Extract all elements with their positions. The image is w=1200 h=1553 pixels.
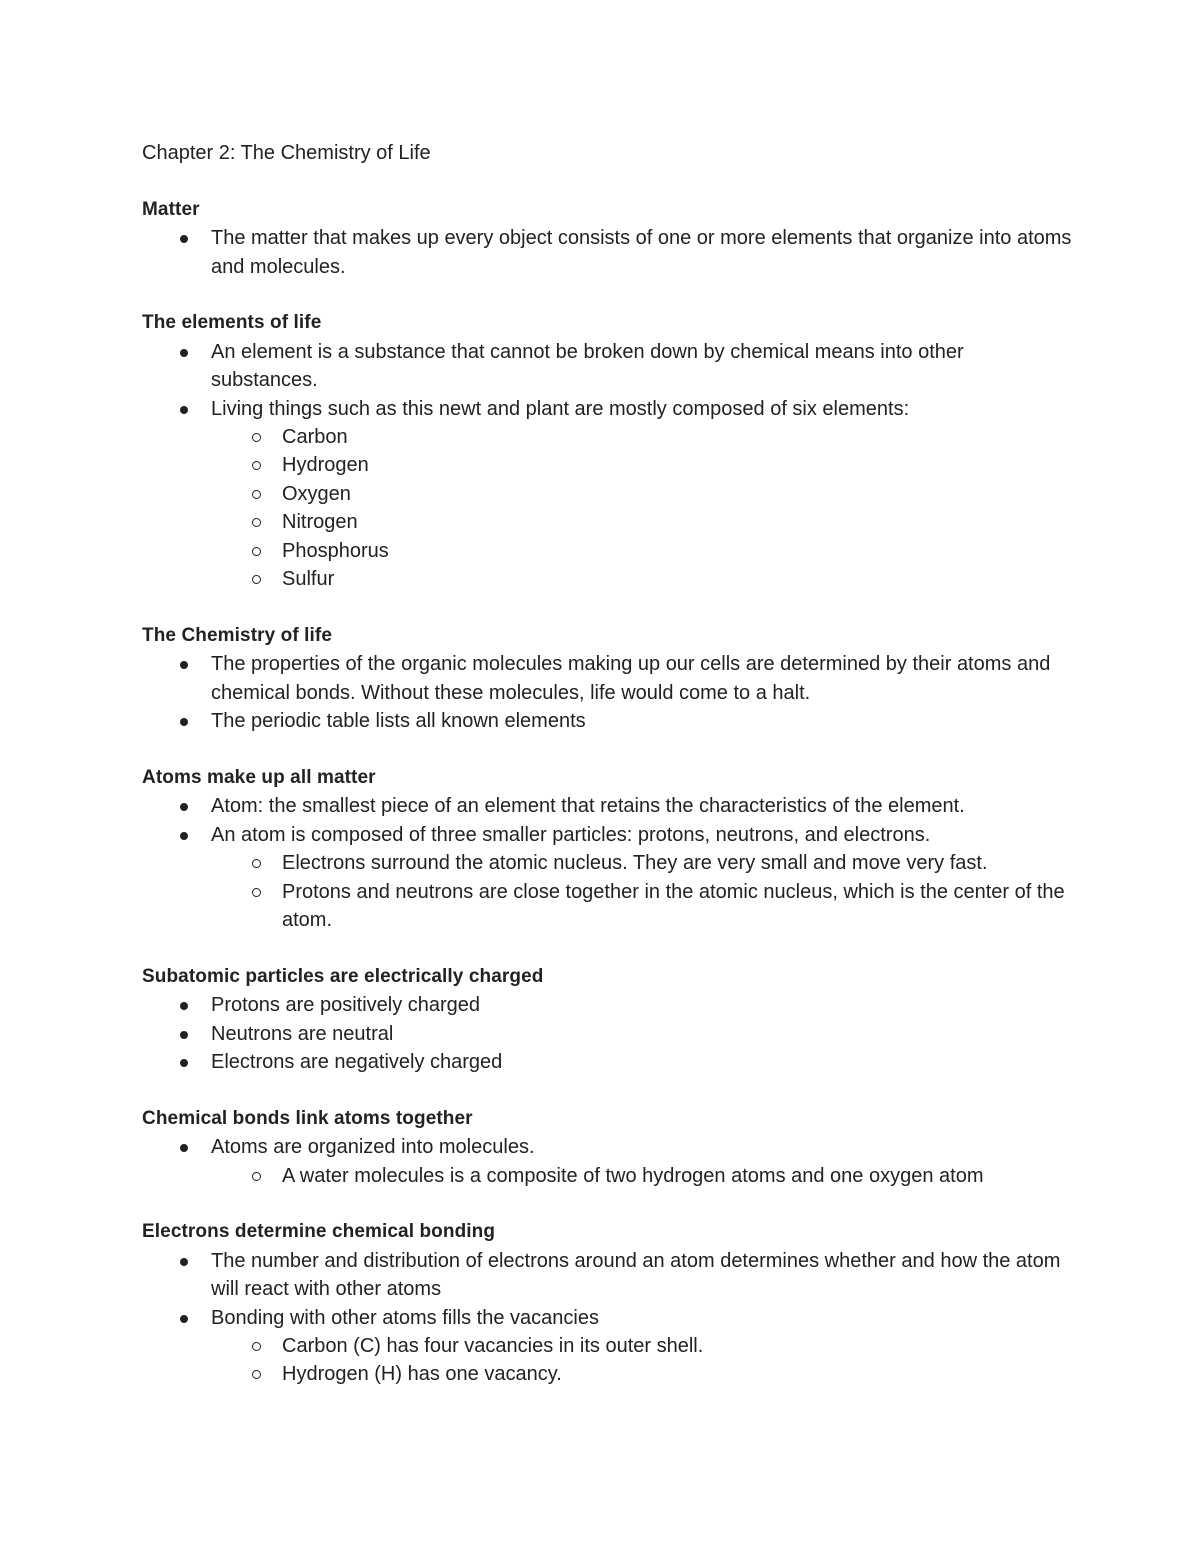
document-body (142, 139, 1072, 1389)
bullet-text: Atoms are organized into molecules. (211, 1136, 535, 1159)
bullet-list (142, 650, 1072, 735)
bullet-item (142, 1247, 1072, 1304)
bullet-item (142, 1304, 1072, 1389)
section-heading: Matter (142, 198, 200, 220)
sub-bullet-item: Carbon (213, 423, 1072, 451)
bullet-list (142, 991, 1072, 1076)
sub-bullet-item: A water molecules is a composite of two hydrogen atoms and one oxygen atom (213, 1162, 1072, 1190)
bullet-text: The properties of the organic molecules making up our cells are determined by their atoms and chemical bonds. Without these molecules, life would come to a halt. (211, 653, 1051, 704)
bullet-list (142, 792, 1072, 934)
bullet-item (142, 1133, 1072, 1190)
bullet-item (142, 707, 1072, 735)
section (142, 196, 1072, 281)
bullet-item (142, 224, 1072, 281)
bullet-text: Protons are positively charged (211, 994, 481, 1017)
section-heading: Atoms make up all matter (142, 766, 376, 788)
section (142, 764, 1072, 934)
bullet-item (142, 650, 1072, 707)
sections-container (142, 196, 1072, 1389)
bullet-text: An atom is composed of three smaller particles: protons, neutrons, and electrons. (211, 823, 931, 846)
bullet-text: Electrons are negatively charged (211, 1050, 503, 1073)
section-heading: Electrons determine chemical bonding (142, 1221, 496, 1243)
section (142, 309, 1072, 593)
bullet-text: An element is a substance that cannot be broken down by chemical means into other substances. (211, 340, 964, 392)
bullet-item (142, 1048, 1072, 1076)
sub-bullet-item: Electrons surround the atomic nucleus. They are very small and move very fast. (213, 849, 1072, 877)
section (142, 1218, 1072, 1388)
sub-bullet-list (282, 423, 1072, 593)
sub-bullet-list (282, 1332, 1072, 1389)
sub-bullet-item: Phosphorus (213, 537, 1072, 565)
sub-bullet-item: Protons and neutrons are close together in the atomic nucleus, which is the center of the atom. (213, 878, 1072, 935)
bullet-item (142, 1020, 1072, 1048)
bullet-item (142, 338, 1072, 395)
section (142, 622, 1072, 736)
sub-bullet-list (282, 849, 1072, 934)
bullet-list (142, 338, 1072, 594)
section (142, 1105, 1072, 1190)
sub-bullet-item: Oxygen (213, 480, 1072, 508)
section-heading: The elements of life (142, 312, 322, 334)
bullet-list (142, 1247, 1072, 1389)
bullet-text: Neutrons are neutral (211, 1022, 394, 1045)
bullet-item (142, 821, 1072, 935)
sub-bullet-item: Hydrogen (213, 451, 1072, 479)
bullet-item (142, 395, 1072, 594)
sub-bullet-item: Sulfur (213, 565, 1072, 593)
section (142, 963, 1072, 1077)
section-heading: Chemical bonds link atoms together (142, 1107, 473, 1129)
sub-bullet-item: Hydrogen (H) has one vacancy. (213, 1360, 1072, 1388)
bullet-list (142, 1133, 1072, 1190)
bullet-list (142, 224, 1072, 281)
bullet-text: Bonding with other atoms fills the vacancies (211, 1306, 599, 1329)
section-heading: The Chemistry of life (142, 624, 333, 646)
bullet-text: Living things such as this newt and plant are mostly composed of six elements: (211, 397, 910, 420)
sub-bullet-item: Nitrogen (213, 508, 1072, 536)
bullet-text: The number and distribution of electrons around an atom determines whether and how the atom will react with other atoms (211, 1249, 1061, 1301)
sub-bullet-item: Carbon (C) has four vacancies in its outer shell. (213, 1332, 1072, 1360)
sub-bullet-list (282, 1162, 1072, 1190)
bullet-item (142, 792, 1072, 820)
bullet-text: The periodic table lists all known elements (211, 710, 586, 733)
bullet-text: The matter that makes up every object consists of one or more elements that organize into atoms and molecules. (211, 227, 1072, 278)
section-heading: Subatomic particles are electrically charged (142, 965, 544, 987)
page-title: Chapter 2: The Chemistry of Life (142, 142, 431, 164)
bullet-item (142, 991, 1072, 1019)
bullet-text: Atom: the smallest piece of an element that retains the characteristics of the element. (211, 795, 965, 818)
